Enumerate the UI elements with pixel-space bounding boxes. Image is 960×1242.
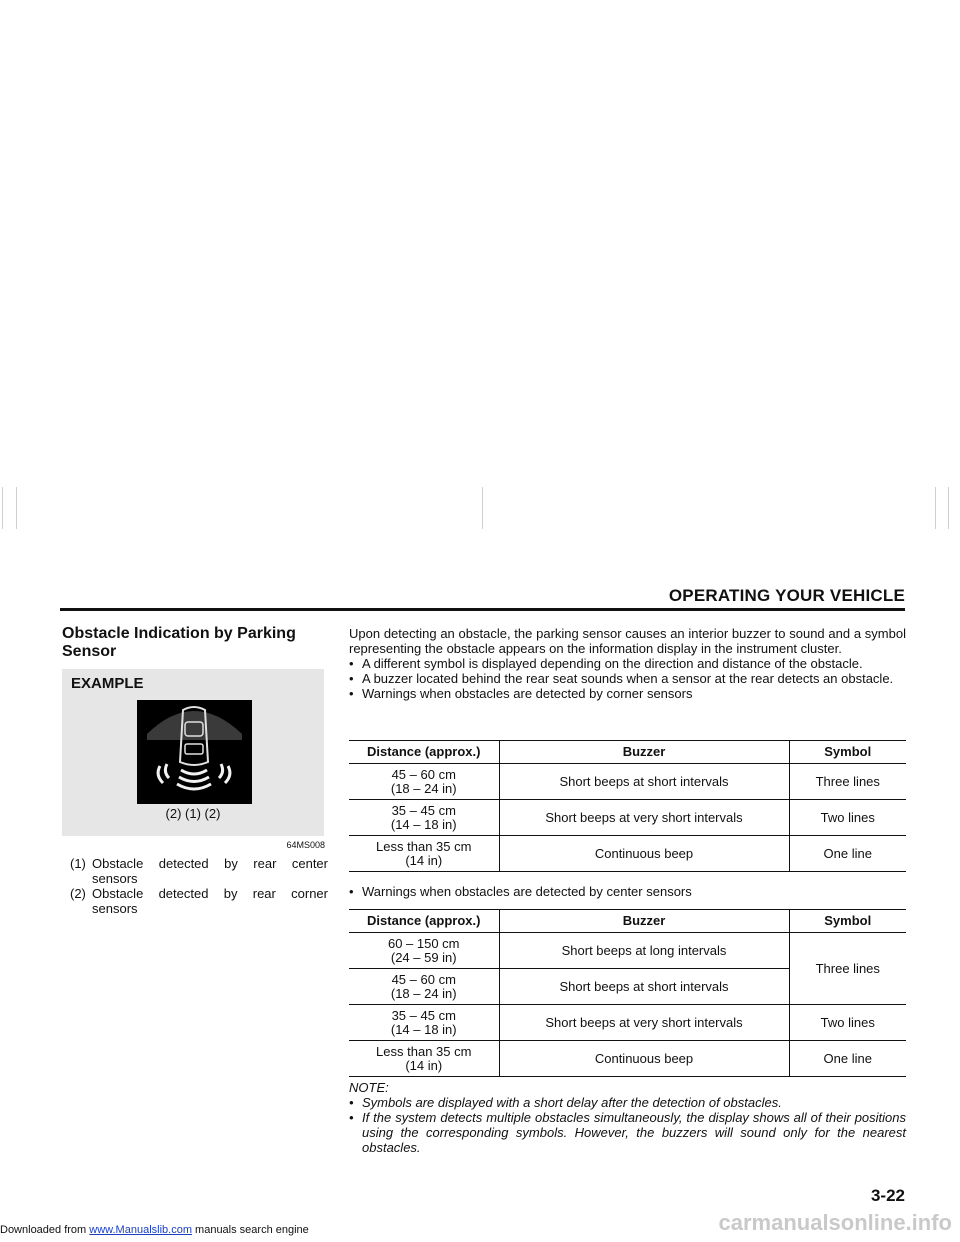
bullet-dot: •: [349, 884, 354, 899]
crop-mark: [935, 487, 936, 529]
distance-cell: [349, 969, 499, 1005]
legend-text: Obstacle detected by rear corner sensors: [92, 886, 328, 916]
distance-in: (14 in): [405, 852, 443, 868]
figure-label: EXAMPLE: [71, 675, 144, 692]
buzzer-cell: Short beeps at short intervals: [499, 969, 789, 1005]
body-text: [349, 626, 906, 701]
bullet-dot: •: [349, 686, 354, 701]
table-row: [349, 800, 906, 836]
note-item: [349, 1110, 906, 1155]
legend-number: (2): [70, 886, 86, 901]
legend-text: Obstacle detected by rear center sensors: [92, 856, 328, 886]
bullet-dot: •: [349, 1110, 354, 1125]
distance-cell: [349, 800, 499, 836]
distance-cell: [349, 836, 499, 872]
header-rule: [60, 608, 905, 611]
bullet-text: Warnings when obstacles are detected by center sensors: [362, 884, 692, 899]
distance-in: (18 – 24 in): [390, 780, 457, 796]
symbol-cell: One line: [789, 1041, 906, 1077]
note-item: [349, 1095, 906, 1110]
symbol-cell: Two lines: [789, 1005, 906, 1041]
buzzer-cell: Short beeps at short intervals: [499, 764, 789, 800]
page-number: 3-22: [870, 1186, 905, 1205]
legend-number: (1): [70, 856, 86, 871]
buzzer-cell: Continuous beep: [499, 1041, 789, 1077]
crop-mark: [16, 487, 17, 529]
distance-cm: Less than 35 cm: [376, 838, 472, 854]
distance-cm: 60 – 150 cm: [387, 935, 460, 951]
figure-code: 64MS008: [286, 840, 325, 850]
table-row: [349, 1005, 906, 1041]
buzzer-cell: Short beeps at very short intervals: [499, 1005, 789, 1041]
crop-mark: [482, 487, 483, 529]
table-row: [349, 933, 906, 969]
manualslib-link[interactable]: www.Manualslib.com: [89, 1224, 192, 1236]
intro-paragraph: Upon detecting an obstacle, the parking sensor causes an interior buzzer to sound and a symbol representing the obstacle appears on the information display in the instrument cluster.: [349, 626, 906, 656]
bullet-dot: •: [349, 1095, 354, 1110]
figure-caption: (2) (1) (2): [165, 806, 221, 821]
distance-in: (18 – 24 in): [390, 985, 457, 1001]
example-figure: [62, 669, 324, 836]
bullet-dot: •: [349, 656, 354, 671]
distance-cell: [349, 1005, 499, 1041]
bullet-text: A buzzer located behind the rear seat sounds when a sensor at the rear detects an obstacle.: [362, 671, 894, 686]
distance-cm: 35 – 45 cm: [391, 1007, 456, 1023]
section-title: Obstacle Indication by Parking Sensor: [62, 625, 296, 660]
note-block: [349, 1080, 906, 1155]
legend-item: [70, 856, 328, 886]
distance-cm: 35 – 45 cm: [391, 802, 456, 818]
table-row: [349, 1041, 906, 1077]
note-text: Symbols are displayed with a short delay after the detection of obstacles.: [362, 1095, 782, 1110]
buzzer-cell: Short beeps at long intervals: [499, 933, 789, 969]
bullet-item: [349, 686, 906, 701]
footer-prefix: Downloaded from: [0, 1224, 90, 1236]
buzzer-cell: Continuous beep: [499, 836, 789, 872]
bullet-item: [349, 671, 906, 686]
table-header-row: [349, 910, 906, 933]
table-header-row: [349, 741, 906, 764]
crop-mark: [2, 487, 3, 529]
distance-cell: [349, 764, 499, 800]
note-text: If the system detects multiple obstacles simultaneously, the display shows all of their positions using the corresponding symbols. However, the buzzers will sound only for the nearest obstacles.: [362, 1110, 906, 1155]
distance-in: (14 in): [405, 1057, 443, 1073]
download-footer: [0, 1224, 309, 1236]
header-buzzer: Buzzer: [499, 741, 789, 764]
distance-in: (14 – 18 in): [390, 1021, 457, 1037]
bullet-item: [349, 884, 906, 899]
symbol-cell: Two lines: [789, 800, 906, 836]
parking-sensor-display-image: [137, 700, 252, 804]
header-symbol: Symbol: [789, 741, 906, 764]
symbol-cell: One line: [789, 836, 906, 872]
chapter-title: OPERATING YOUR VEHICLE: [668, 586, 905, 605]
bullet-text: Warnings when obstacles are detected by corner sensors: [362, 686, 693, 701]
table-row: [349, 836, 906, 872]
buzzer-cell: Short beeps at very short intervals: [499, 800, 789, 836]
header-symbol: Symbol: [789, 910, 906, 933]
car-sensor-icon: [137, 700, 252, 804]
symbol-cell: Three lines: [789, 764, 906, 800]
header-buzzer: Buzzer: [499, 910, 789, 933]
distance-cell: [349, 1041, 499, 1077]
distance-in: (14 – 18 in): [390, 816, 457, 832]
note-label: NOTE:: [349, 1080, 389, 1095]
distance-in: (24 – 59 in): [390, 949, 457, 965]
header-distance: Distance (approx.): [349, 910, 499, 933]
legend-item: [70, 886, 328, 916]
header-distance: Distance (approx.): [349, 741, 499, 764]
distance-cm: 45 – 60 cm: [391, 766, 456, 782]
distance-cell: [349, 933, 499, 969]
footer-suffix: manuals search engine: [191, 1224, 309, 1236]
table-row: [349, 764, 906, 800]
distance-cm: 45 – 60 cm: [391, 971, 456, 987]
watermark: carmanualsonline.info: [718, 1210, 952, 1235]
center-sensor-table: [349, 909, 906, 1077]
bullet-dot: •: [349, 671, 354, 686]
figure-legend: [70, 856, 328, 916]
corner-sensor-table: [349, 740, 906, 872]
bullet-text: A different symbol is displayed depending on the direction and distance of the obstacle.: [362, 656, 863, 671]
symbol-cell: Three lines: [789, 933, 906, 1005]
bullet-item: [349, 656, 906, 671]
distance-cm: Less than 35 cm: [376, 1043, 472, 1059]
crop-mark: [948, 487, 949, 529]
